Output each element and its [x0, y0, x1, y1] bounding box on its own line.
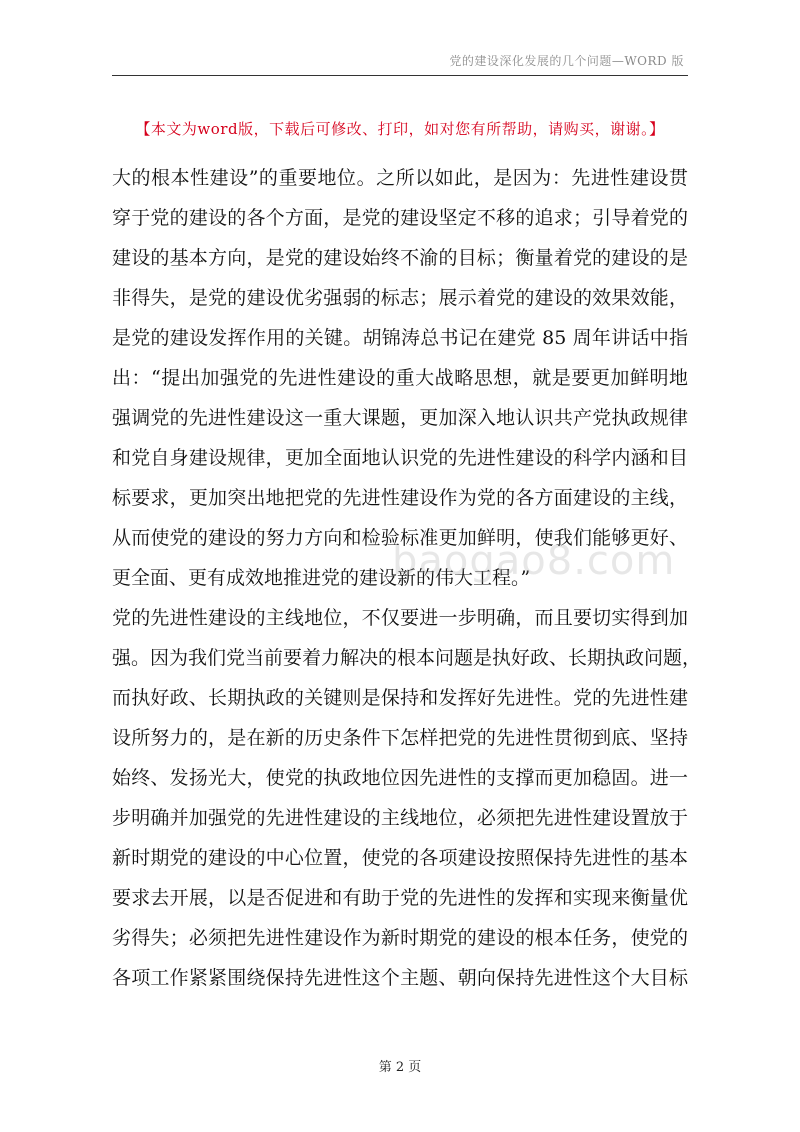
body-line: 劣得失；必须把先进性建设作为新时期党的建设的根本任务，使党的 [112, 927, 688, 949]
download-notice: 【本文为word版，下载后可修改、打印，如对您有所帮助，请购买，谢谢。】 [135, 120, 665, 138]
body-line: 穿于党的建设的各个方面，是党的建设坚定不移的追求；引导着党的 [112, 207, 688, 229]
page-number: 第 2 页 [378, 1060, 422, 1075]
body-line: 强。因为我们党当前要着力解决的根本问题是执好政、长期执政问题， [112, 647, 702, 669]
body-line: 和党自身建设规律，更加全面地认识党的先进性建设的科学内涵和目 [112, 447, 688, 469]
body-line: 步明确并加强党的先进性建设的主线地位，必须把先进性建设置放于 [112, 807, 688, 829]
body-line: 大的根本性建设”的重要地位。之所以如此，是因为：先进性建设贯 [112, 167, 688, 189]
body-line: 始终、发扬光大，使党的执政地位因先进性的支撑而更加稳固。进一 [112, 767, 688, 789]
document-body [112, 158, 702, 998]
body-line: 党的先进性建设的主线地位，不仅要进一步明确，而且要切实得到加 [112, 607, 688, 629]
body-line: 是党的建设发挥作用的关键。胡锦涛总书记在建党 85 周年讲话中指 [112, 327, 688, 349]
body-line: 设所努力的，是在新的历史条件下怎样把党的先进性贯彻到底、坚持 [112, 727, 688, 749]
body-line: 新时期党的建设的中心位置，使党的各项建设按照保持先进性的基本 [112, 847, 688, 869]
body-line: 要求去开展，以是否促进和有助于党的先进性的发挥和实现来衡量优 [112, 887, 688, 909]
body-line: 非得失，是党的建设优劣强弱的标志；展示着党的建设的效果效能， [112, 287, 688, 309]
body-line: 标要求，更加突出地把党的先进性建设作为党的各方面建设的主线， [112, 487, 688, 509]
body-line: 强调党的先进性建设这一重大课题，更加深入地认识共产党执政规律 [112, 407, 688, 429]
body-line: 从而使党的建设的努力方向和检验标准更加鲜明，使我们能够更好、 [112, 527, 688, 549]
page-header-title: 党的建设深化发展的几个问题—WORD 版 [449, 54, 684, 68]
body-line: 出：“提出加强党的先进性建设的重大战略思想，就是要更加鲜明地 [112, 367, 688, 389]
body-line: 更全面、更有成效地推进党的建设新的伟大工程。” [112, 567, 531, 589]
header-divider [112, 75, 688, 76]
body-line: 建设的基本方向，是党的建设始终不渝的目标；衡量着党的建设的是 [112, 247, 688, 269]
body-line: 而执好政、长期执政的关键则是保持和发挥好先进性。党的先进性建 [112, 687, 688, 709]
body-line: 各项工作紧紧围绕保持先进性这个主题、朝向保持先进性这个大目标 [112, 967, 688, 989]
watermark: baogao8.com [392, 538, 676, 584]
